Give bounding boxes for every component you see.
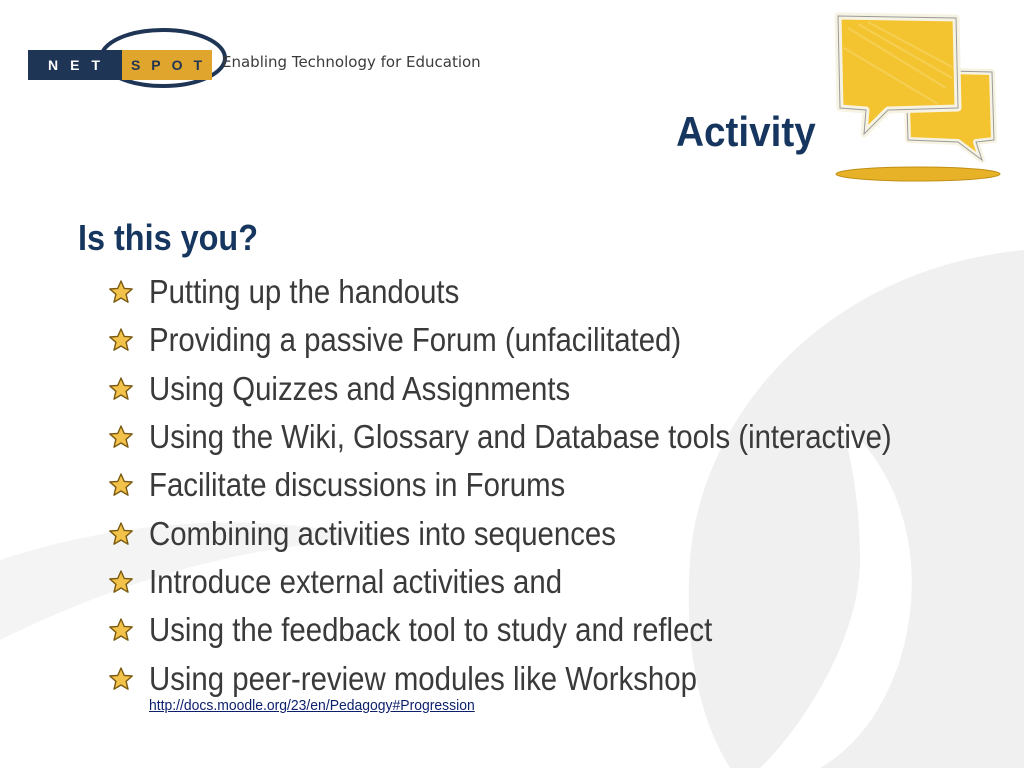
star-icon (108, 376, 134, 402)
bullet-item (108, 461, 984, 509)
bullet-text: Providing a passive Forum (unfacilitated) (149, 321, 682, 359)
bullet-item (108, 365, 984, 413)
star-icon (108, 472, 134, 498)
bullet-item (108, 413, 984, 461)
star-icon (108, 617, 134, 643)
star-icon (108, 521, 134, 547)
star-icon (108, 569, 134, 595)
reference-link[interactable]: http://docs.moodle.org/23/en/Pedagogy#Progression (149, 697, 475, 714)
logo-wordmark (28, 50, 212, 80)
bullet-item (108, 606, 984, 654)
speech-bubbles-icon (828, 8, 1004, 186)
logo-spot-text: SPOT (122, 50, 212, 80)
bullet-item (108, 316, 984, 364)
logo-tagline: Enabling Technology for Education (222, 53, 481, 71)
logo-net-text: NET (28, 50, 122, 80)
bullet-item (108, 268, 984, 316)
bullet-text: Facilitate discussions in Forums (149, 466, 566, 504)
bullet-item (108, 558, 984, 606)
bullet-text: Using peer-review modules like Workshop (149, 659, 697, 697)
star-icon (108, 279, 134, 305)
star-icon (108, 424, 134, 450)
star-icon (108, 666, 134, 692)
bullet-item (108, 654, 984, 702)
bullet-text: Introduce external activities and (149, 562, 563, 600)
bullet-text: Combining activities into sequences (149, 514, 616, 552)
section-heading: Is this you? (78, 217, 259, 258)
bullet-text: Using Quizzes and Assignments (149, 369, 571, 407)
star-icon (108, 327, 134, 353)
bullet-text: Putting up the handouts (149, 273, 460, 311)
slide-title: Activity (676, 108, 816, 155)
bullet-list (108, 268, 984, 703)
netspot-logo (28, 26, 508, 90)
bullet-item (108, 509, 984, 557)
bullet-text: Using the feedback tool to study and reflect (149, 611, 713, 649)
bullet-text: Using the Wiki, Glossary and Database tools (interactive) (149, 418, 892, 456)
